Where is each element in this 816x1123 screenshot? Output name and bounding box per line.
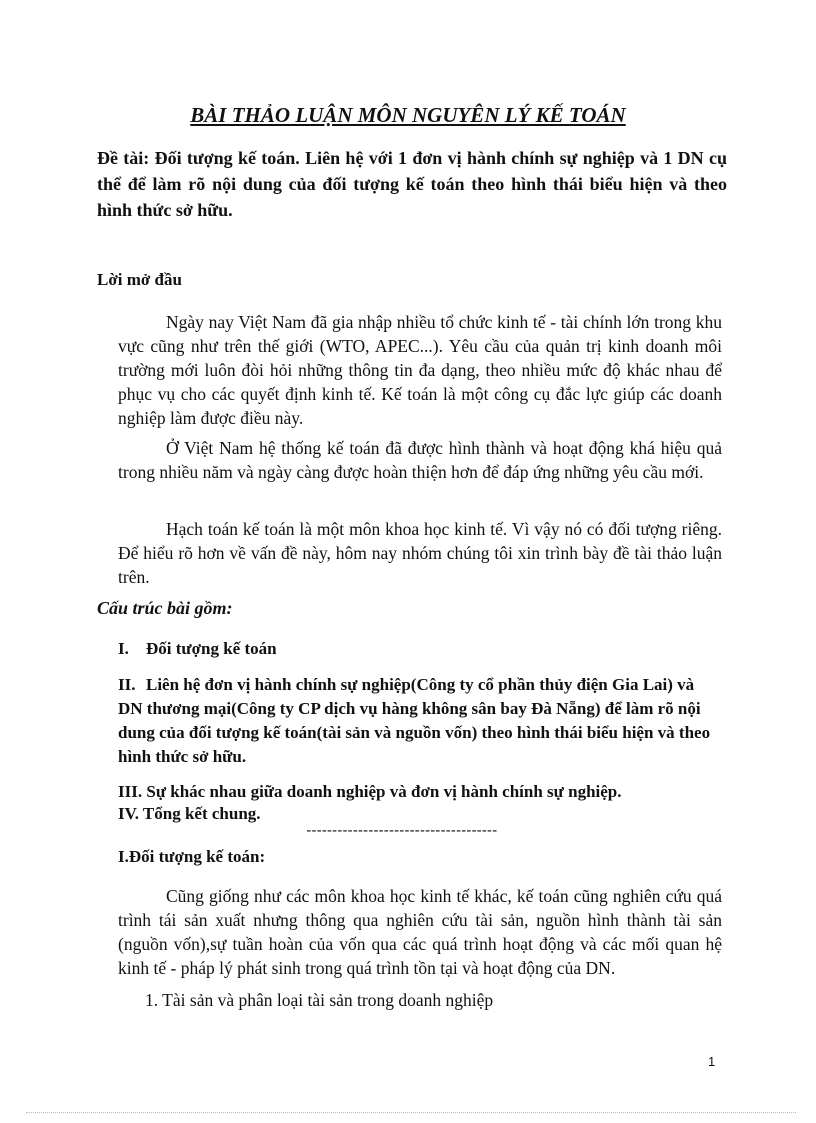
outline-item-number: II.: [118, 675, 136, 694]
document-title: BÀI THẢO LUẬN MÔN NGUYÊN LÝ KẾ TOÁN: [190, 103, 626, 127]
section1-paragraph: Cũng giống như các môn khoa học kinh tế khác, kế toán cũng nghiên cứu quá trình tái sản xuất nhưng thông qua nghiên cứu tài sản, nguồn hình thành tài sản (nguồn vốn),sự tuần hoàn của vốn qua các quá trình hoạt động và các mối quan hệ kinh tế - pháp lý phát sinh trong quá trình tồn tại và hoạt động của DN.: [118, 886, 722, 978]
outline-item-number: III.: [118, 782, 143, 801]
intro-heading: Lời mở đầu: [97, 270, 182, 289]
outline-item-number: IV.: [118, 804, 139, 823]
outline-item-1: [118, 637, 738, 661]
outline-item-text: Sự khác nhau giữa doanh nghiệp và đơn vị hành chính sự nghiệp.: [146, 782, 622, 801]
outline-item-2: [118, 673, 718, 769]
section-divider: -------------------------------------: [306, 823, 498, 838]
intro-paragraph-1: Ngày nay Việt Nam đã gia nhập nhiều tổ chức kinh tế - tài chính lớn trong khu vực cũng như trên thế giới (WTO, APEC...). Yêu cầu của quản trị kinh doanh môi trường mới luôn đòi hỏi những thông tin đa dạng, theo nhiều mức độ khác nhau để phục vụ cho các quyết định kinh tế. Kế toán là một công cụ đắc lực giúp các doanh nghiệp làm được điều này.: [118, 312, 722, 428]
outline-item-text: Tổng kết chung.: [142, 804, 261, 823]
outline-item-3: [118, 780, 738, 804]
page-number: 1: [708, 1054, 716, 1069]
intro-paragraph-2: Ở Việt Nam hệ thống kế toán đã được hình thành và hoạt động khá hiệu quả trong nhiều năm và ngày càng được hoàn thiện hơn để đáp ứng những yêu cầu mới.: [118, 438, 722, 482]
footer-divider: [26, 1112, 796, 1113]
outline-item-text: Đối tượng kế toán: [146, 639, 277, 658]
outline-item-number: I.: [118, 639, 129, 658]
subsection-list-item: 1. Tài sản và phân loại tài sản trong doanh nghiệp: [145, 990, 494, 1010]
outline-item-text: Liên hệ đơn vị hành chính sự nghiệp(Công ty cổ phần thủy điện Gia Lai) và DN thương mại(Công ty CP dịch vụ hàng không sân bay Đà Nẵng) để làm rõ nội dung của đối tượng kế toán(tài sản và nguồn vốn) theo hình thái biểu hiện và theo hình thức sở hữu.: [118, 675, 711, 766]
topic-statement: Đề tài: Đối tượng kế toán. Liên hệ với 1 đơn vị hành chính sự nghiệp và 1 DN cụ thể để làm rõ nội dung của đối tượng kế toán theo hình thái biểu hiện và theo hình thức sở hữu.: [97, 148, 727, 220]
intro-paragraph-3: Hạch toán kế toán là một môn khoa học kinh tế. Vì vậy nó có đối tượng riêng. Để hiểu rõ hơn về vấn đề này, hôm nay nhóm chúng tôi xin trình bày đề tài thảo luận trên.: [118, 519, 722, 587]
structure-heading: Cấu trúc bài gồm:: [97, 598, 233, 618]
section1-heading: I.Đối tượng kế toán:: [118, 847, 266, 866]
